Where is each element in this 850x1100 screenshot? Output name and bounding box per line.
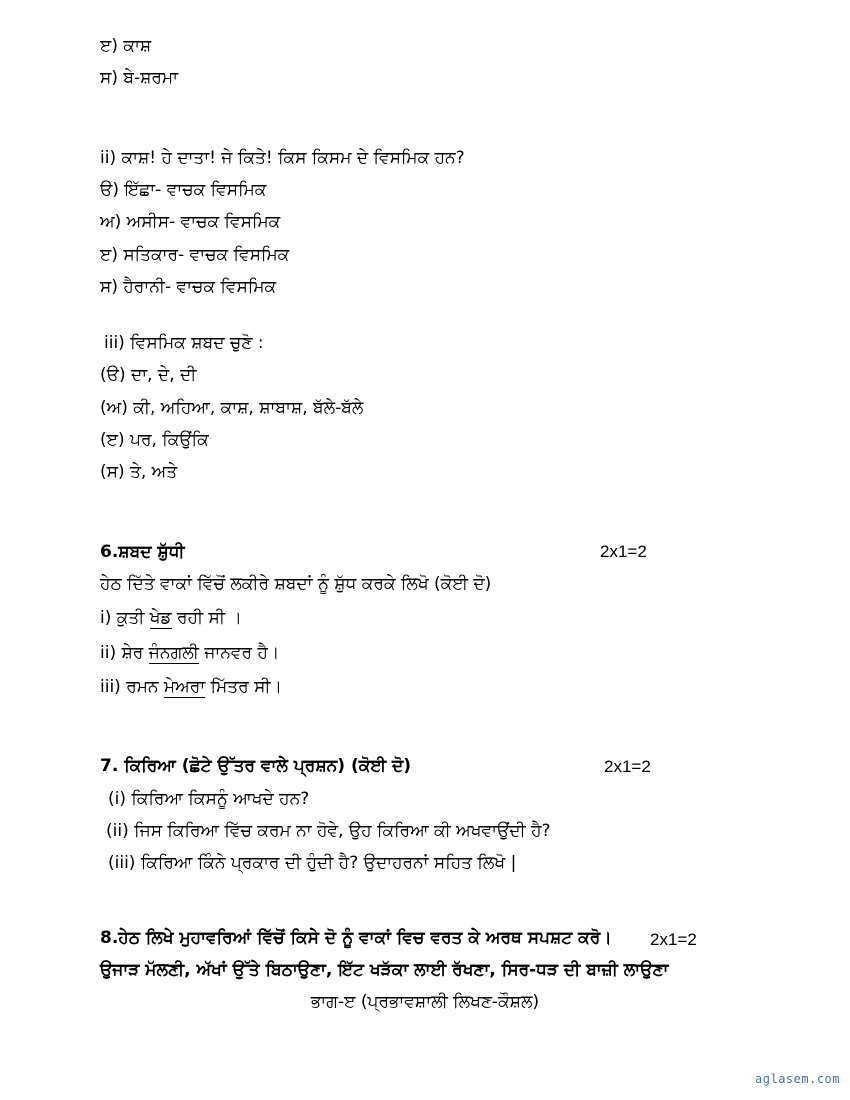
item-1-underlined-word: ਖੇਡ [149,608,172,628]
question-iii-option-c: (ੲ) ਪਰ, ਕਿਉਂਕਿ [100,430,209,450]
question-7-item-1: (i) ਕਿਰਿਆ ਕਿਸਨੂੰ ਆਖਦੇ ਹਨ? [108,789,310,809]
question-8-marks: 2x1=2 [650,930,697,949]
question-6-marks: 2x1=2 [600,542,647,561]
question-ii-option-c: ੲ) ਸਤਿਕਾਰ- ਵਾਚਕ ਵਿਸਮਿਕ [100,245,290,265]
item-3-underlined-word: ਮੇਅਰਾ [163,677,206,697]
question-iii-option-d: (ਸ) ਤੇ, ਅਤੇ [100,462,178,482]
question-iii: iii) ਵਿਸਮਿਕ ਸ਼ਬਦ ਚੁਣੋ : [104,333,264,353]
question-6-item-1 [100,606,242,630]
question-8-heading [100,926,612,950]
item-3-prefix: iii) ਰਮਨ [100,677,164,697]
question-6-instruction: ਹੇਠ ਦਿੱਤੇ ਵਾਕਾਂ ਵਿੱਚੋਂ ਲਕੀਰੇ ਸ਼ਬਦਾਂ ਨੂੰ ਸ਼ੁੱਧ ਕਰਕੇ ਲਿਖੋ (ਕੋਈ ਦੋ) [100,574,492,594]
option-c: ੲ) ਕਾਸ਼ [100,36,152,56]
question-7-marks: 2x1=2 [604,757,651,776]
option-d: ਸ) ਬੇ-ਸ਼ਰਮਾ [100,68,179,88]
question-7-item-3: (iii) ਕਿਰਿਆ ਕਿੰਨੇ ਪ੍ਰਕਾਰ ਦੀ ਹੁੰਦੀ ਹੈ? ਉਦਾਹਰਨਾਂ ਸਹਿਤ ਲਿਖੋ | [108,853,517,873]
question-iii-option-b: (ਅ) ਕੀ, ਅਹਿਆ, ਕਾਸ਼, ਸ਼ਾਬਾਸ਼, ਬੱਲੇ-ਬੱਲੇ [100,398,364,418]
part-e-heading: ਭਾਗ-ੲ (ਪ੍ਰਭਾਵਸ਼ਾਲੀ ਲਿਖਣ-ਕੌਸ਼ਲ) [310,992,540,1012]
question-6-item-3 [100,675,282,699]
question-7-heading: 7. ਕਿਰਿਆ (ਛੋਟੇ ਉੱਤਰ ਵਾਲੇ ਪ੍ਰਸ਼ਨ) (ਕੋਈ ਦੋ) [100,756,412,776]
item-2-prefix: ii) ਸ਼ੇਰ [100,643,149,663]
item-2-suffix: ਜਾਨਵਰ ਹੈ। [198,643,280,663]
question-8-idioms: ਉਜਾੜ ਮੱਲਣੀ, ਅੱਖਾਂ ਉੱਤੇ ਬਿਠਾਉਣਾ, ਇੱਟ ਖੜੱਕਾ ਲਾਈ ਰੱਖਣਾ, ਸਿਰ-ਧੜ ਦੀ ਬਾਜ਼ੀ ਲਾਉਣਾ [100,960,669,980]
question-8-text: ਹੇਠ ਲਿਖੇ ਮੁਹਾਵਰਿਆਂ ਵਿੱਚੋਂ ਕਿਸੇ ਦੋ ਨੂੰ ਵਾਕਾਂ ਵਿਚ ਵਰਤ ਕੇ ਅਰਥ ਸਪਸ਼ਟ ਕਰੋ। [118,928,612,948]
question-ii-option-a: ੳ) ਇੱਛਾ- ਵਾਚਕ ਵਿਸਮਿਕ [100,180,267,200]
item-1-prefix: i) ਕੁਤੀ [100,608,150,628]
site-watermark: aglasem.com [755,1072,840,1086]
question-ii: ii) ਕਾਸ਼! ਹੇ ਦਾਤਾ! ਜੇ ਕਿਤੇ! ਕਿਸ ਕਿਸਮ ਦੇ ਵਿਸਮਿਕ ਹਨ? [100,148,465,168]
item-1-suffix: ਰਹੀ ਸੀ । [171,608,242,628]
question-7-item-2: (ii) ਜਿਸ ਕਿਰਿਆ ਵਿੱਚ ਕਰਮ ਨਾ ਹੋਵੇ, ਉਹ ਕਿਰਿਆ ਕੀ ਅਖਵਾਉਂਦੀ ਹੈ? [106,821,551,841]
question-iii-option-a: (ੳ) ਦਾ, ਦੇ, ਦੀ [100,365,197,385]
question-ii-option-b: ਅ) ਅਸੀਸ- ਵਾਚਕ ਵਿਸਮਿਕ [100,212,281,232]
item-3-suffix: ਮਿੱਤਰ ਸੀ। [205,677,282,697]
question-ii-option-d: ਸ) ਹੈਰਾਨੀ- ਵਾਚਕ ਵਿਸਮਿਕ [100,277,277,297]
question-6-heading: 6.ਸ਼ਬਦ ਸ਼ੁੱਧੀ [100,542,185,562]
question-6-item-2 [100,641,279,665]
item-2-underlined-word: ਜੰਨਗਲੀ [148,643,199,663]
question-8-number: 8. [100,928,119,948]
